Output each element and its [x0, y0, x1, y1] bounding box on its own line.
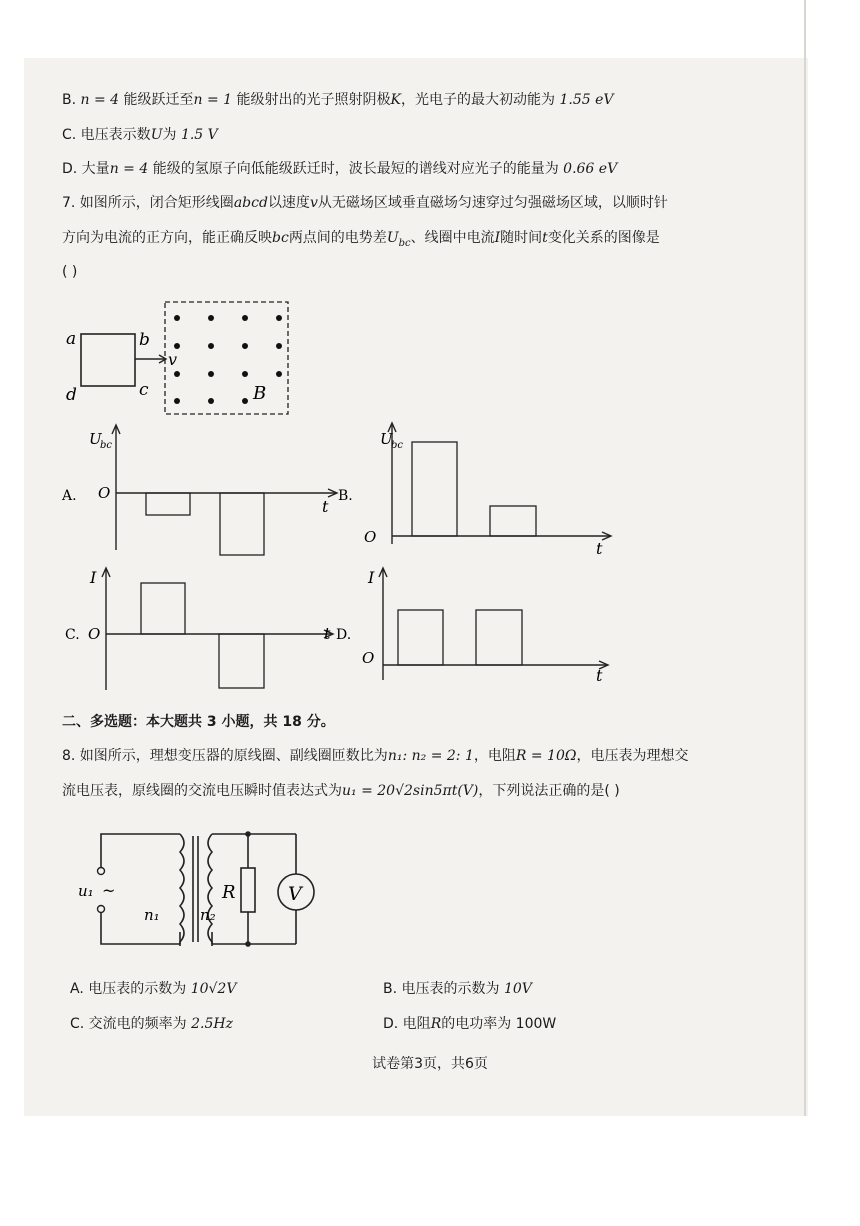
graph-b-y-sub: bc — [391, 440, 404, 451]
graph-c-pulse-1 — [141, 583, 185, 634]
section-heading: 二、多选题：本大题共 3 小题，共 18 分。 — [62, 714, 335, 730]
graph-c-origin: O — [88, 625, 101, 643]
primary-bottom-wire — [101, 913, 180, 944]
coil-label-c: c — [139, 380, 149, 400]
coil-rectangle — [81, 334, 135, 386]
n1-label: n₁ — [144, 906, 160, 924]
page-footer: 试卷第3页，共6页 — [372, 1056, 488, 1072]
graph-d-y-label: I — [368, 568, 375, 587]
graph-a-y-label: U — [89, 430, 102, 448]
graph-d-pulse-2 — [476, 610, 522, 665]
field-dot — [242, 315, 248, 321]
resistor — [241, 868, 255, 912]
transformer-circuit — [80, 820, 340, 960]
field-dot — [174, 398, 180, 404]
graph-d-origin: O — [362, 649, 375, 667]
q8-option-b: B. 电压表的示数为 10V — [383, 981, 532, 997]
graph-a-next-label: B. — [338, 488, 353, 504]
graph-d — [360, 565, 620, 695]
resistor-label: R — [222, 882, 236, 903]
graph-a-origin: O — [98, 484, 111, 502]
graph-a-pulse-1 — [146, 493, 190, 515]
velocity-label: v — [168, 350, 178, 369]
q8-line-2: 流电压表，原线圈的交流电压瞬时值表达式为u₁ = 20√2sin5πt(V)，下列说法正确的是( ) — [62, 783, 620, 799]
field-dot — [208, 315, 214, 321]
coil-label-a: a — [66, 329, 77, 349]
field-dot — [276, 343, 282, 349]
q7-answer-bracket: ( ) — [62, 264, 78, 280]
graph-a-t-label: t — [322, 497, 329, 516]
q8-option-a: A. 电压表的示数为 10√2V — [70, 981, 237, 997]
graph-b-pulse-1 — [412, 442, 457, 536]
graph-b-origin: O — [364, 528, 377, 546]
u1-label: u₁ — [78, 882, 94, 900]
graph-c-pulse-2 — [219, 634, 264, 688]
graph-d-pulse-1 — [398, 610, 443, 665]
paper-edge — [804, 0, 806, 1116]
graph-a-pulse-2 — [220, 493, 264, 555]
primary-top-wire — [101, 834, 180, 867]
coil-field-diagram — [60, 290, 300, 420]
terminal-bottom — [98, 906, 105, 913]
field-dot — [276, 315, 282, 321]
graph-c — [60, 565, 360, 695]
graph-b — [360, 420, 620, 565]
graph-c-t-label: t — [324, 624, 331, 643]
primary-coil — [180, 834, 184, 946]
field-dot — [174, 371, 180, 377]
q8-option-c: C. 交流电的频率为 2.5Hz — [70, 1016, 233, 1032]
field-dot — [174, 343, 180, 349]
field-dot — [208, 398, 214, 404]
ac-symbol: ~ — [102, 881, 116, 900]
field-dot — [276, 371, 282, 377]
secondary-coil — [208, 834, 212, 946]
coil-label-d: d — [66, 385, 77, 405]
q7-line-1: 7. 如图所示，闭合矩形线圈abcd以速度v从无磁场区域垂直磁场匀速穿过匀强磁场区域，以顺时针 — [62, 195, 668, 211]
graph-a-option-label: A. — [62, 488, 77, 504]
coil-label-b: b — [139, 330, 150, 350]
option-c-line: C. 电压表示数U为 1.5 V — [62, 127, 218, 143]
n2-label: n₂ — [200, 906, 216, 924]
graph-b-pulse-2 — [490, 506, 536, 536]
graph-a — [60, 420, 360, 570]
voltmeter-label: V — [288, 883, 302, 905]
q8-line-1: 8. 如图所示，理想变压器的原线圈、副线圈匝数比为n₁: n₂ = 2: 1，电阻R = 10Ω，电压表为理想交 — [62, 748, 689, 764]
field-label-b: B — [253, 383, 267, 404]
graph-c-option-label: C. — [65, 627, 80, 643]
q8-option-d: D. 电阻R的电功率为 100W — [383, 1016, 557, 1032]
field-dot — [174, 315, 180, 321]
graph-b-y-label: U — [380, 430, 393, 448]
graph-c-next-label: D. — [336, 627, 352, 643]
q7-line-2: 方向为电流的正方向，能正确反映bc两点间的电势差$U_{bc}$、线圈中电流I随时间t变化关系的图像是 — [62, 230, 660, 249]
field-region — [165, 302, 288, 414]
graph-d-t-label: t — [596, 666, 603, 685]
field-dot — [208, 343, 214, 349]
field-dot — [242, 398, 248, 404]
graph-c-y-label: I — [90, 568, 97, 587]
option-b-line: B. n = 4 能级跃迁至n = 1 能级射出的光子照射阴极K，光电子的最大初动能为 1.55 eV — [62, 92, 614, 108]
terminal-top — [98, 868, 105, 875]
option-d-line: D. 大量n = 4 能级的氢原子向低能级跃迁时，波长最短的谱线对应光子的能量为 0.66 eV — [62, 161, 618, 177]
field-dot — [242, 371, 248, 377]
field-dot — [208, 371, 214, 377]
field-dot — [242, 343, 248, 349]
graph-b-t-label: t — [596, 539, 603, 558]
graph-a-y-sub: bc — [100, 440, 113, 451]
